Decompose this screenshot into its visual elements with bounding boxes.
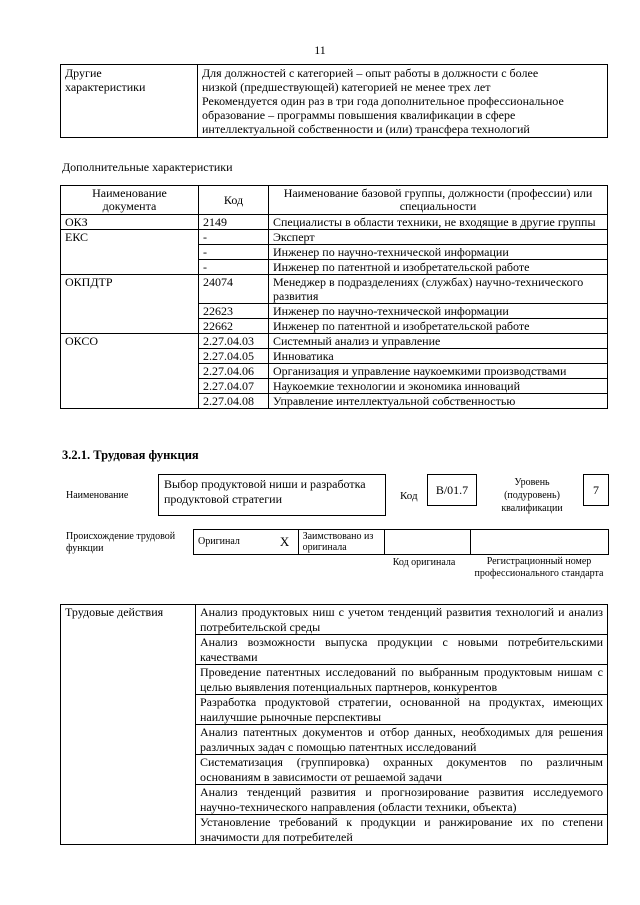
- name-cell: Специалисты в области техники, не входящие в другие группы: [269, 215, 608, 230]
- function-code-label: Код: [400, 490, 418, 502]
- original-code-label: Код оригинала: [392, 557, 456, 568]
- labor-actions-table: [60, 604, 608, 845]
- table-row: [61, 230, 608, 245]
- labor-action-item: Проведение патентных исследований по выбранным продуктовым нишам с целью выявления потенциальных партнеров, конкурентов: [196, 665, 608, 695]
- code-cell: 2.27.04.08: [199, 394, 269, 409]
- function-code-value: B/01.7: [427, 474, 477, 506]
- function-name-value: Выбор продуктовой ниши и разработка продуктовой стратегии: [158, 474, 386, 516]
- qualification-level-label: Уровень (подуровень) квалификации: [501, 477, 563, 514]
- code-cell: 2.27.04.07: [199, 379, 269, 394]
- registration-number-cell: [471, 530, 609, 555]
- other-characteristics-text: [198, 65, 608, 138]
- text-line: Рекомендуется один раз в три года дополнительное профессиональное: [202, 94, 564, 108]
- header-document: Наименование документа: [61, 186, 199, 215]
- name-cell: Инженер по научно-технической информации: [269, 304, 608, 319]
- labor-action-item: Анализ патентных документов и отбор данных, необходимых для решения различных задач с помощью патентных исследований: [196, 725, 608, 755]
- labor-action-item: Систематизация (группировка) охранных документов по различным основаниям в зависимости от решаемой задачи: [196, 755, 608, 785]
- name-cell: Инженер по патентной и изобретательской работе: [269, 260, 608, 275]
- name-cell: Наукоемкие технологии и экономика инноваций: [269, 379, 608, 394]
- labor-action-item: Анализ продуктовых ниш с учетом тенденций развития технологий и анализ потребительской среды: [196, 605, 608, 635]
- origin-table: [193, 529, 609, 555]
- function-heading: 3.2.1. Трудовая функция: [62, 448, 199, 462]
- borrowed-label: Заимствовано из оригинала: [298, 530, 385, 555]
- name-cell: Системный анализ и управление: [269, 334, 608, 349]
- name-cell: Инженер по патентной и изобретательской работе: [269, 319, 608, 334]
- code-cell: 2149: [199, 215, 269, 230]
- table-row: [61, 215, 608, 230]
- other-characteristics-label: [61, 65, 198, 138]
- code-cell: 2.27.04.03: [199, 334, 269, 349]
- name-cell: Эксперт: [269, 230, 608, 245]
- additional-table-body: [61, 215, 608, 409]
- labor-action-item: Разработка продуктовой стратегии, основанной на продуктах, имеющих наилучшие рыночные перспективы: [196, 695, 608, 725]
- original-mark: X: [272, 530, 298, 555]
- code-cell: -: [199, 230, 269, 245]
- labor-actions-body: [61, 605, 608, 845]
- original-label: Оригинал: [194, 530, 272, 555]
- page-number: 11: [314, 43, 326, 57]
- text-line: интеллектуальной собственности и (или) трансфера технологий: [202, 122, 530, 136]
- labor-action-item: Анализ тенденций развития и прогнозирование развития исследуемого научно-технического направления (области техники, объекта): [196, 785, 608, 815]
- table-row: [61, 334, 608, 349]
- text-line: низкой (предшествующей) категорией не менее трех лет: [202, 80, 491, 94]
- name-cell: Инноватика: [269, 349, 608, 364]
- code-cell: -: [199, 245, 269, 260]
- header-code: Код: [199, 186, 269, 215]
- table-row: [61, 275, 608, 304]
- code-cell: 2.27.04.06: [199, 364, 269, 379]
- function-name-label: Наименование: [66, 490, 129, 501]
- name-cell: Инженер по научно-технической информации: [269, 245, 608, 260]
- code-cell: -: [199, 260, 269, 275]
- label-line: Другие: [65, 66, 102, 80]
- document-cell: ОКЗ: [61, 215, 199, 230]
- labor-action-item: Анализ возможности выпуска продукции с новыми потребительскими качествами: [196, 635, 608, 665]
- label-line: характеристики: [65, 80, 146, 94]
- text-line: образование – программы повышения квалификации в сфере: [202, 108, 516, 122]
- name-cell: Управление интеллектуальной собственностью: [269, 394, 608, 409]
- document-cell: ОКСО: [61, 334, 199, 409]
- qualification-level-value: 7: [583, 474, 609, 506]
- header-name: Наименование базовой группы, должности (профессии) или специальности: [269, 186, 608, 215]
- labor-actions-label: Трудовые действия: [61, 605, 196, 845]
- name-cell: Организация и управление наукоемкими производствами: [269, 364, 608, 379]
- code-cell: 24074: [199, 275, 269, 304]
- name-cell: Менеджер в подразделениях (службах) научно-технического развития: [269, 275, 608, 304]
- additional-characteristics-title: Дополнительные характеристики: [62, 160, 233, 174]
- text-line: Для должностей с категорией – опыт работы в должности с более: [202, 66, 539, 80]
- code-cell: 22623: [199, 304, 269, 319]
- table-row: [61, 605, 608, 635]
- code-cell: 22662: [199, 319, 269, 334]
- document-cell: ЕКС: [61, 230, 199, 275]
- registration-number-label: Регистрационный номер профессионального стандарта: [474, 556, 604, 579]
- original-code-cell: [385, 530, 471, 555]
- labor-action-item: Установление требований к продукции и ранжирование их по степени значимости для потребителей: [196, 815, 608, 845]
- document-cell: ОКПДТР: [61, 275, 199, 334]
- function-origin-label: Происхождение трудовой функции: [66, 531, 176, 554]
- code-cell: 2.27.04.05: [199, 349, 269, 364]
- other-characteristics-table: [60, 64, 608, 138]
- additional-characteristics-table: [60, 185, 608, 409]
